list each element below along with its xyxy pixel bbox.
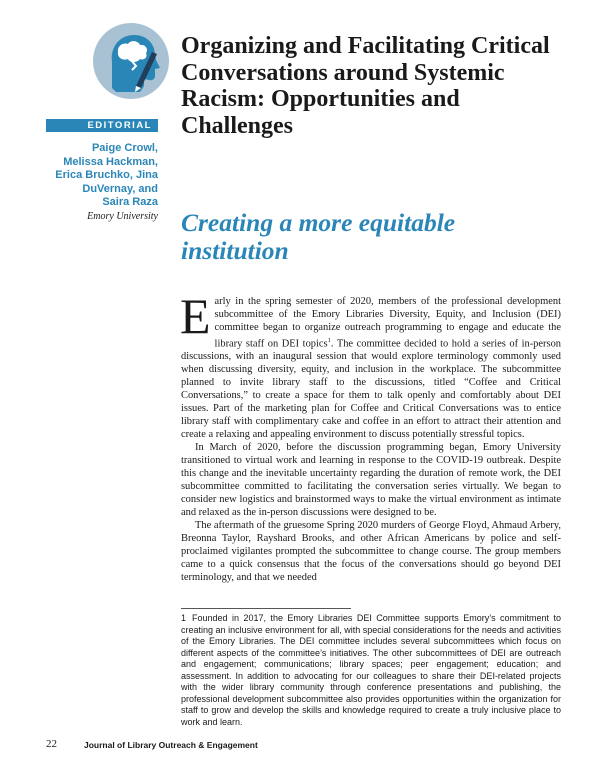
footnote-reference: 1 (327, 337, 331, 344)
journal-logo-head-pen-icon (92, 22, 170, 100)
footnote (181, 613, 561, 728)
section-heading: Creating a more equitable institution (181, 208, 456, 265)
author-line: Melissa Hackman, (63, 155, 158, 168)
section-label-bar (46, 119, 158, 132)
author-line: Erica Bruchko, Jina (55, 169, 158, 181)
body-paragraph-2: In March of 2020, before the discussion programming began, Emory University transitioned to virtual work and learning in response to the COVID-19 outbreak. Despite this change and the inevitable uncertainty regarding the duration of remote work, the DEI subcommittee committed to facilitating the conversation series virtually. We began to consider new logistics and brainstormed ways to make the virtual environment as intimate and relaxed as the in-person discussions were designed to be. (181, 442, 561, 519)
journal-name: Journal of Library Outreach & Engagement (84, 740, 258, 750)
drop-cap: E (180, 288, 211, 344)
footnote-text: Founded in 2017, the Emory Libraries DEI Committee supports Emory’s commitment to creating an inclusive environment for all, with special considerations for the needs and activities of the Emory Libraries. The DEI committee includes several subcommittees which focus on different aspects of the committee’s initiatives. The other subcommittees of DEI are outreach and engagement; communications; library spaces; peer engagement; education; and assessment. In addition to advocating for our colleagues to share their DEI-related projects with the wider library community through conference presentations and publishing, the professional development subcommittee also provides opportunities within the organization for staff to grow and develop the skills and knowledge required to create a truly inclusive place to work and learn. (181, 613, 561, 727)
section-label: EDITORIAL (87, 120, 152, 131)
article-title: Organizing and Facilitating Critical Conversations around Systemic Racism: Opportunities and Challenges (181, 33, 550, 139)
author-list (40, 142, 158, 210)
article-body (180, 288, 562, 584)
paragraph-text: arly in the spring semester of 2020, members of the professional development subcommittee of the Emory Libraries Diversity, Equity, and Inclusion (DEI) committee began to organize outreach programming to engage and educate the library staff on DEI topics (214, 296, 561, 350)
author-line: Saira Raza (102, 196, 158, 208)
author-line: DuVernay, and (82, 182, 158, 195)
paragraph-text: . The committee decided to hold a series of in-person discussions, with an inaugural session that would explore terminology commonly used when discussing diversity, equity, and inclusion in the workplace. The subcommittee planned to invite library staff to the discussions, titled “Coffee and Critical Conversations,” to create a space for them to talk openly and comfortably about DEI issues. Part of the marketing plan for Coffee and Critical Conversations was to entice library staff with complimentary cake and coffee in an effort to attract their attention and create a relaxing and appealing environment to discuss potentially stressful topics. (181, 338, 562, 441)
body-paragraph-3: The aftermath of the gruesome Spring 2020 murders of George Floyd, Ahmaud Arbery, Breonna Taylor, Rayshard Brooks, and other African Americans by police and self-proclaimed vigilantes prompted the subcommittee to change course. The group members came to a quick consensus that the focus of the conversations should go beyond DEI terminology, and that we needed (181, 520, 561, 584)
author-affiliation: Emory University (87, 211, 158, 222)
body-paragraph-1 (180, 288, 562, 441)
author-line: Paige Crowl, (91, 142, 158, 154)
footnote-number: 1 (181, 613, 187, 623)
page-number: 22 (46, 738, 57, 750)
footnote-divider (181, 608, 351, 609)
